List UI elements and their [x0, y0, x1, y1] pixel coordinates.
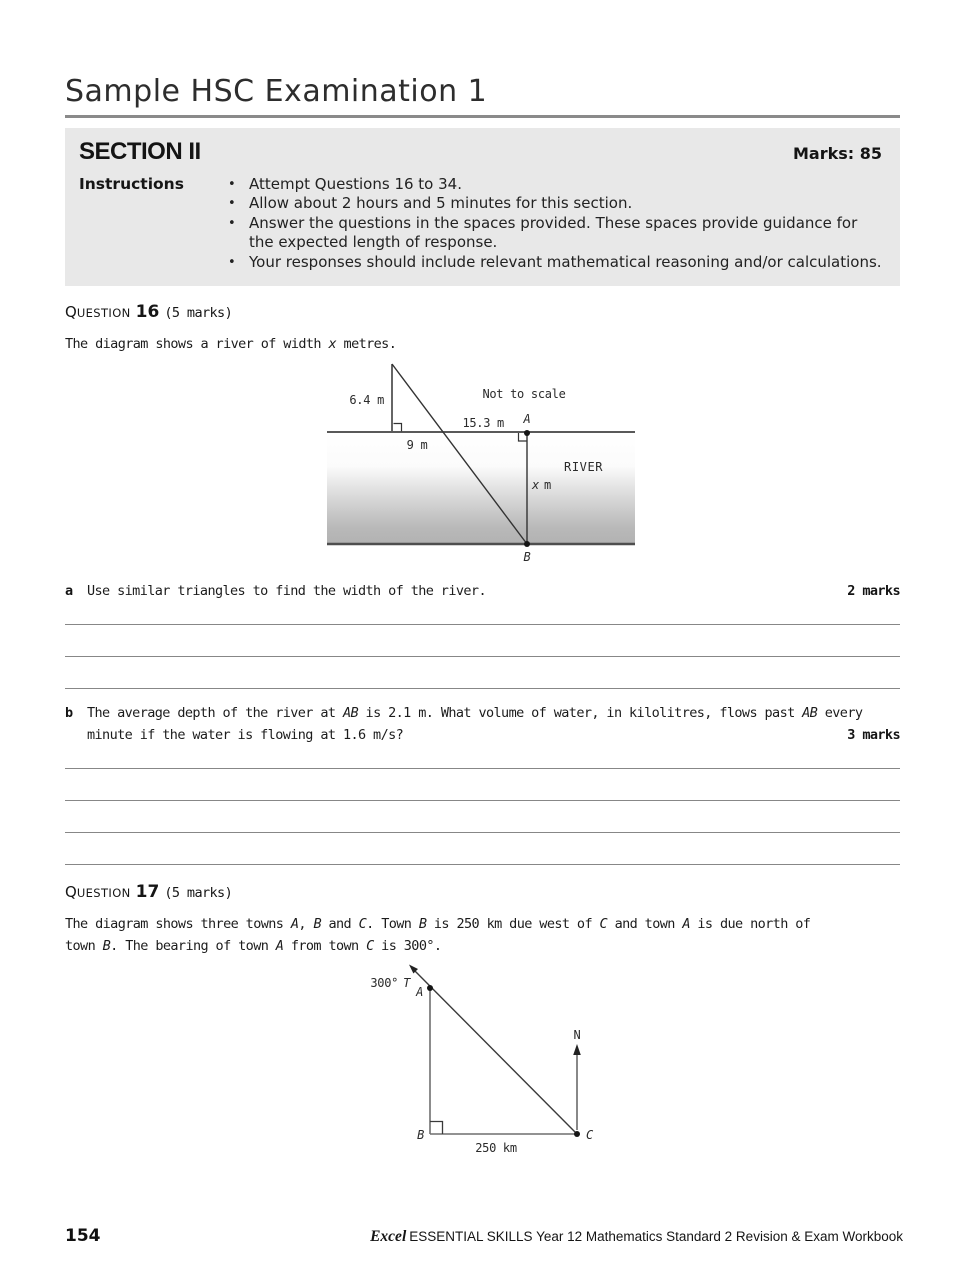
- text-run: . Town: [366, 916, 419, 933]
- point-b-label: B: [523, 550, 531, 565]
- question16-intro: [65, 333, 900, 355]
- right-angle-pole-icon: [394, 424, 402, 432]
- question-number: 17: [135, 882, 160, 903]
- section-instructions-box: [65, 128, 900, 286]
- question-word: Q: [65, 303, 77, 322]
- part-letter: a: [65, 583, 73, 600]
- math-var: AB: [802, 705, 818, 722]
- text-run: is due north of: [689, 916, 811, 933]
- text-run: every: [817, 705, 863, 722]
- base-distance-label: 9 m: [406, 438, 428, 453]
- text-run: Use similar triangles to find the width of the river.: [87, 583, 486, 600]
- point-c-label: C: [586, 1128, 593, 1143]
- part-a-marks: 2 marks: [847, 583, 900, 600]
- text-run: . The bearing of town: [110, 938, 276, 955]
- instructions-list: [225, 175, 882, 272]
- question-marks: (5 marks): [164, 305, 233, 322]
- answer-line: [65, 769, 900, 801]
- question-number: 16: [135, 302, 160, 323]
- bearing-label: 300° T: [370, 976, 410, 991]
- text-run: and town: [607, 916, 683, 933]
- math-var: A: [682, 916, 690, 933]
- math-var: x: [328, 336, 337, 353]
- text-run: The average depth of the river at: [87, 705, 343, 722]
- point-b-dot: [524, 541, 530, 547]
- part-letter: b: [65, 705, 73, 722]
- section-marks: Marks: 85: [792, 144, 882, 163]
- bearing-diagram: [350, 957, 610, 1162]
- answer-line: [65, 833, 900, 865]
- math-var: B: [102, 938, 111, 955]
- part-a-text: [87, 580, 900, 602]
- title-rule: [65, 115, 900, 118]
- page-footer: [65, 1226, 903, 1246]
- point-a-dot: [524, 430, 530, 436]
- point-a-dot: [427, 985, 433, 991]
- not-to-scale-label: Not to scale: [482, 387, 566, 402]
- answer-line: [65, 746, 900, 769]
- river-water: [327, 433, 635, 544]
- river-width-label: x m: [532, 478, 551, 493]
- instruction-item: • Attempt Questions 16 to 34.: [225, 175, 882, 194]
- text-run: is 300°.: [373, 938, 442, 955]
- text-run: and: [320, 916, 359, 933]
- text-run: ,: [298, 916, 314, 933]
- point-b-label: B: [417, 1128, 424, 1143]
- page-title: Sample HSC Examination 1: [65, 74, 488, 109]
- part-b-marks: 3 marks: [847, 727, 900, 744]
- question16-part-a: [65, 580, 900, 602]
- answer-lines-b: [65, 746, 900, 865]
- river-diagram: [280, 355, 660, 570]
- math-var: B: [313, 916, 321, 933]
- text-run: town: [65, 938, 103, 955]
- footer-brand: Excel: [370, 1228, 407, 1245]
- river-label: RIVER: [564, 460, 604, 475]
- point-a-label: A: [523, 412, 531, 427]
- question-word: Q: [65, 883, 77, 902]
- footer-title: Excel ESSENTIAL SKILLS Year 12 Mathematics Standard 2 Revision & Exam Workbook: [370, 1228, 903, 1245]
- question16-part-b: [65, 702, 900, 746]
- distance-label: 250 km: [475, 1141, 517, 1156]
- answer-line: [65, 657, 900, 689]
- point-c-dot: [574, 1131, 580, 1137]
- north-arrowhead-icon: [573, 1044, 581, 1055]
- text-run: is 2.1 m. What volume of water, in kilolitres, flows past: [358, 705, 803, 722]
- text-run: The diagram shows three towns: [65, 916, 291, 933]
- answer-lines-a: [65, 602, 900, 689]
- instructions-label: Instructions: [79, 175, 184, 193]
- instruction-item: • Allow about 2 hours and 5 minutes for this section.: [225, 194, 882, 213]
- text-run: is 250 km due west of: [426, 916, 600, 933]
- math-var: AB: [342, 705, 359, 722]
- instruction-item: • Your responses should include relevant mathematical reasoning and/or calculations.: [225, 253, 882, 272]
- text-run: from town: [283, 938, 367, 955]
- math-var: A: [275, 938, 284, 955]
- math-var: A: [290, 916, 299, 933]
- question17-intro: [65, 913, 900, 957]
- question-marks: (5 marks): [164, 885, 233, 902]
- bearing-ray-line: [412, 968, 577, 1134]
- section-header: [79, 138, 882, 165]
- right-angle-b-icon: [430, 1122, 443, 1135]
- math-var: B: [418, 916, 427, 933]
- answer-line: [65, 801, 900, 833]
- text-run: minute if the water is flowing at 1.6 m/s?: [87, 727, 404, 744]
- text-run: The diagram shows a river of width: [65, 336, 329, 353]
- math-var: C: [358, 916, 367, 933]
- north-label: N: [573, 1028, 581, 1043]
- pole-height-label: 6.4 m: [349, 393, 384, 408]
- answer-line: [65, 602, 900, 625]
- text-run: metres.: [336, 336, 397, 353]
- part-b-text: [87, 702, 900, 746]
- section-heading: SECTION II: [79, 138, 201, 165]
- bank-distance-label: 15.3 m: [462, 416, 504, 431]
- question17-header: QUESTION 17 (5 marks): [65, 882, 233, 903]
- math-var: C: [366, 938, 374, 955]
- instruction-item: • Answer the questions in the spaces provided. These spaces provide guidance for the expected length of response.: [225, 214, 882, 253]
- point-a-label: A: [416, 985, 423, 1000]
- math-var: C: [599, 916, 608, 933]
- page-number: 154: [65, 1226, 101, 1246]
- question16-header: QUESTION 16 (5 marks): [65, 302, 233, 323]
- instructions-block: [79, 175, 882, 272]
- answer-line: [65, 625, 900, 657]
